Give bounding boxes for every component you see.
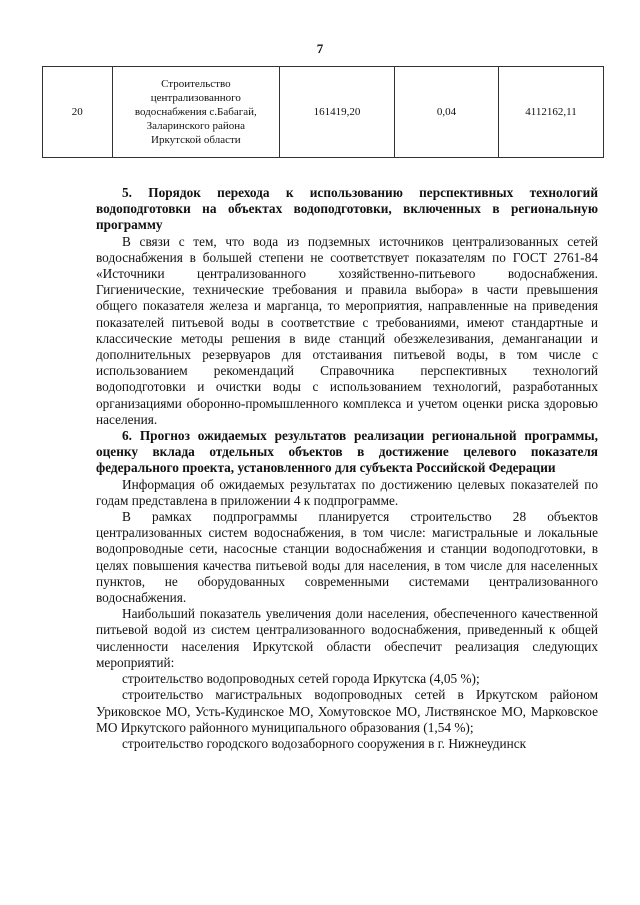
value3-cell: 4112162,11 bbox=[499, 67, 604, 158]
project-table bbox=[42, 66, 604, 158]
project-name-cell bbox=[112, 67, 279, 158]
document-body bbox=[96, 185, 598, 752]
section6-paragraph-1: Информация об ожидаемых результатах по достижению целевых показателей по годам представлена в приложении 4 к подпрограмме. bbox=[96, 476, 598, 508]
value2-cell: 0,04 bbox=[395, 67, 499, 158]
project-name-line: водоснабжения с.Бабагай, bbox=[134, 106, 257, 118]
value1-cell: 161419,20 bbox=[280, 67, 395, 158]
section6-heading: 6. Прогноз ожидаемых результатов реализации региональной программы, оценку вклада отдельных объектов в достижение целевого показателя федерального проекта, установленного для субъекта Российской Федерации bbox=[96, 428, 598, 476]
project-name-line: централизованного bbox=[150, 92, 241, 104]
project-name-line: Строительство bbox=[161, 78, 231, 90]
project-name-line: Заларинского района bbox=[146, 120, 245, 132]
section5-heading: 5. Порядок перехода к использованию перспективных технологий водоподготовки на объектах водоподготовки, включенных в региональную программу bbox=[96, 185, 598, 233]
section5-paragraph: В связи с тем, что вода из подземных источников централизованных сетей водоснабжения в большей степени не соответствует показателям по ГОСТ 2761-84 «Источники централизованного хозяйственно-питьевого водоснабжения. Гигиенические, технические требования и правила выбора» в части превышения общего показателя железа и марганца, то мероприятия, направленные на приведения показателей питьевой воды в соответствие с требованиями, имеют стандартные и классические методы решения в виде станций обезжелезивания, деманганации и дополнительных резервуаров для отстаивания питьевой воды, в том числе с использованием рекомендаций Справочника перспективных технологий водоподготовки и очистки воды с использованием технологий, разработанных организациями оборонно-промышленного комплекса и учетом оценки риска здоровью населения. bbox=[96, 233, 598, 427]
row-number-cell: 20 bbox=[43, 67, 113, 158]
table-row bbox=[43, 67, 604, 158]
section6-paragraph-3: Наибольший показатель увеличения доли населения, обеспеченного качественной питьевой водой из систем централизованного водоснабжения, приведенный к общей численности населения Иркутской области обеспечит реализация следующих мероприятий: bbox=[96, 606, 598, 670]
page-number: 7 bbox=[316, 41, 324, 56]
list-item: строительство водопроводных сетей города Иркутска (4,05 %); bbox=[122, 671, 480, 687]
list-item: строительство магистральных водопроводных сетей в Иркутском районом Уриковское МО, Усть-Кудинское МО, Хомутовское МО, Листвянское МО, Марковское МО Иркутского районного муниципального образования (1,54 %); bbox=[96, 687, 598, 735]
list-item: строительство городского водозаборного сооружения в г. Нижнеудинск bbox=[122, 735, 527, 751]
section6-paragraph-2: В рамках подпрограммы планируется строительство 28 объектов централизованных систем водоснабжения, в том числе: магистральные и локальные водопроводные сети, насосные станции водоснабжения и станции водоподготовки, в целях повышения качества питьевой воды для населения, в том числе для населенных пунктов, не оборудованных современными системами централизованного водоснабжения. bbox=[96, 509, 598, 606]
project-name-line: Иркутской области bbox=[151, 134, 241, 146]
